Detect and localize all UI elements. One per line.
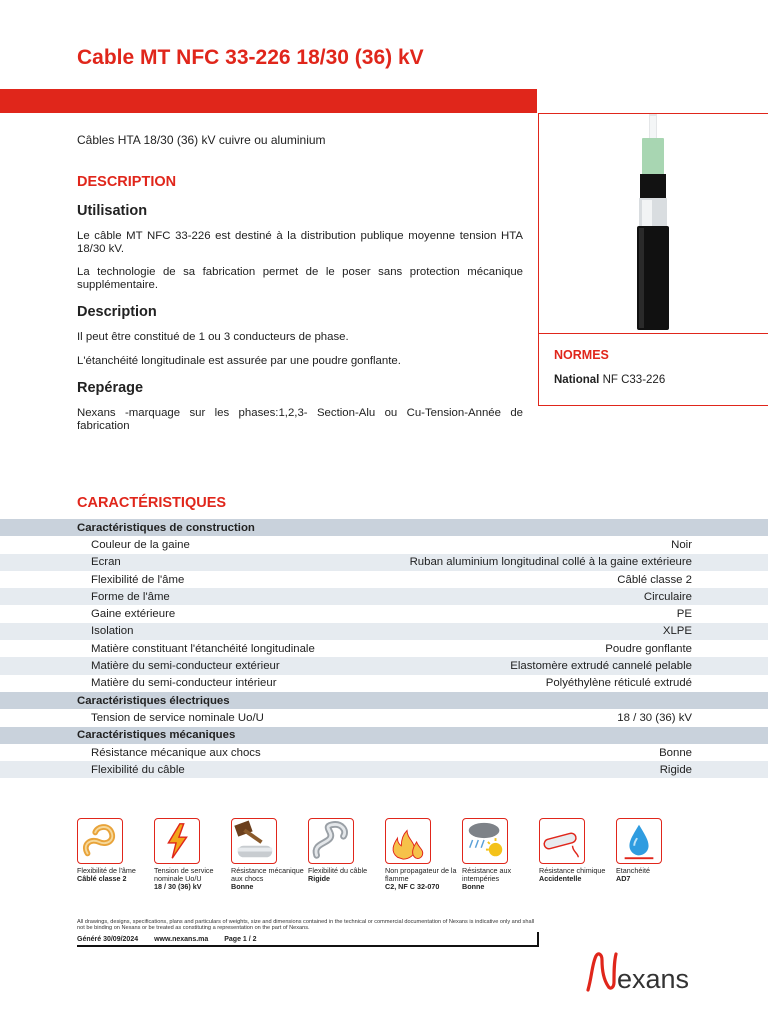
normes-entry [554,374,665,386]
icon-caption [539,867,613,883]
cable-flexibility-icon [308,818,354,864]
table-section-header [0,692,768,709]
icon-value: AD7 [616,874,631,883]
row-label: Gaine extérieure [91,608,176,621]
description-paragraph-1: Il peut être constitué de 1 ou 3 conducteurs de phase. [77,331,349,343]
icon-label: Résistance mécanique aux chocs [231,866,304,883]
row-label: Matière du semi-conducteur intérieur [91,677,277,690]
row-label: Forme de l'âme [0,588,359,605]
row-value: Poudre gonflante [605,642,692,655]
row-value: 18 / 30 (36) kV [617,711,692,724]
icon-value: Bonne [231,882,254,891]
generated-date: Généré 30/09/2024 [77,936,139,943]
chemical-icon [539,818,585,864]
caracteristiques-heading: CARACTÉRISTIQUES [77,495,227,511]
description-heading: DESCRIPTION [77,174,177,190]
flame-retardant-icon [385,818,431,864]
utilisation-heading: Utilisation [77,203,148,219]
icon-label: Non propagateur de la flamme [385,866,457,883]
icon-value: Bonne [462,882,485,891]
page-title: Cable MT NFC 33-226 18/30 (36) kV [77,46,424,69]
nexans-logo [584,950,724,994]
row-label: Tension de service nominale Uo/U [91,711,264,724]
normes-panel [538,333,768,406]
table-row [0,675,768,692]
table-row [0,761,768,778]
cable-image-panel [538,113,768,333]
row-label: Couleur de la gaine [91,538,190,551]
icon-caption [385,867,459,891]
icon-caption [616,867,690,883]
row-label: Flexibilité du câble [0,761,359,778]
row-value: Câblé classe 2 [617,573,692,586]
icon-label: Résistance aux intempéries [462,866,512,883]
row-value: Elastomère extrudé cannelé pelable [359,657,768,674]
row-value: Bonne [659,746,692,759]
icon-caption [154,867,228,891]
flexible-core-icon [77,818,123,864]
row-label: Matière constituant l'étanchéité longitudinale [91,642,315,655]
row-value: XLPE [359,623,768,640]
icon-label: Résistance chimique [539,866,606,875]
row-label: Flexibilité de l'âme [91,573,185,586]
table-row [0,605,768,622]
logo-wordmark: exans [617,964,690,994]
weather-icon [462,818,508,864]
row-value: Rigide [359,761,768,778]
table-row [0,536,768,553]
table-row [0,588,768,605]
utilisation-paragraph-2: La technologie de sa fabrication permet de le poser sans protection mécanique supplémentaire. [77,266,523,291]
table-row [0,709,768,726]
icon-value: 18 / 30 (36) kV [154,882,202,891]
footer-meta [77,936,271,943]
voltage-icon [154,818,200,864]
impact-hammer-icon [231,818,277,864]
table-row [0,554,768,571]
icon-value: Câblé classe 2 [77,874,127,883]
normes-value: NF C33-226 [602,374,666,386]
cable-image [539,114,767,333]
normes-label: National [554,374,600,386]
icon-label: Flexibilité de l'âme [77,866,136,875]
row-value: Noir [671,538,692,551]
icon-label: Tension de service nominale Uo/U [154,866,214,883]
table-section-header [0,519,768,536]
row-value: Ruban aluminium longitudinal collé à la gaine extérieure [359,554,768,571]
row-value: Polyéthylène réticulé extrudé [545,677,692,690]
reperage-heading: Repérage [77,380,144,396]
water-drop-icon [616,818,662,864]
icon-value: Rigide [308,874,330,883]
icon-label: Etanchéité [616,866,650,875]
website-link[interactable]: www.nexans.ma [154,936,209,943]
icon-caption [308,867,382,883]
header-band [0,89,537,113]
footer-rule-vertical [537,932,539,947]
icon-caption [77,867,151,883]
row-label: Ecran [0,554,359,571]
row-label: Résistance mécanique aux chocs [91,746,261,759]
disclaimer: All drawings, designs, specifications, plans and particulars of weights, size and dimensions contained in the technical or commercial documentation of Nexans is indicative only and shall not be binding on Nexans or be treated as constituting a representation on the part of Nexans. [77,919,535,932]
mecanique-heading: Caractéristiques mécaniques [0,727,768,744]
reperage-paragraph: Nexans -marquage sur les phases:1,2,3- Section-Alu ou Cu-Tension-Année de fabrication [77,407,523,432]
table-row [0,744,768,761]
description-subheading: Description [77,304,157,320]
description-paragraph-2: L'étanchéité longitudinale est assurée par une poudre gonflante. [77,355,401,367]
construction-heading: Caractéristiques de construction [0,519,768,536]
table-row [0,571,768,588]
subtitle: Câbles HTA 18/30 (36) kV cuivre ou aluminium [77,133,326,147]
icon-value: C2, NF C 32-070 [385,882,440,891]
icon-caption [462,867,536,891]
utilisation-paragraph-1: Le câble MT NFC 33-226 est destiné à la distribution publique moyenne tension HTA 18/30 kV. [77,230,523,255]
icon-label: Flexibilité du câble [308,866,368,875]
characteristics-table [0,519,768,778]
normes-heading: NORMES [554,348,609,362]
table-row [0,640,768,657]
row-label: Matière du semi-conducteur extérieur [0,657,359,674]
footer-rule [77,945,539,947]
row-value: Circulaire [359,588,768,605]
table-row [0,657,768,674]
icon-caption [231,867,305,891]
icon-value: Accidentelle [539,874,582,883]
table-section-header [0,727,768,744]
row-label: Isolation [0,623,359,640]
page-number: Page 1 / 2 [224,936,257,943]
table-row [0,623,768,640]
row-value: PE [676,608,692,621]
electrique-heading: Caractéristiques électriques [0,692,768,709]
